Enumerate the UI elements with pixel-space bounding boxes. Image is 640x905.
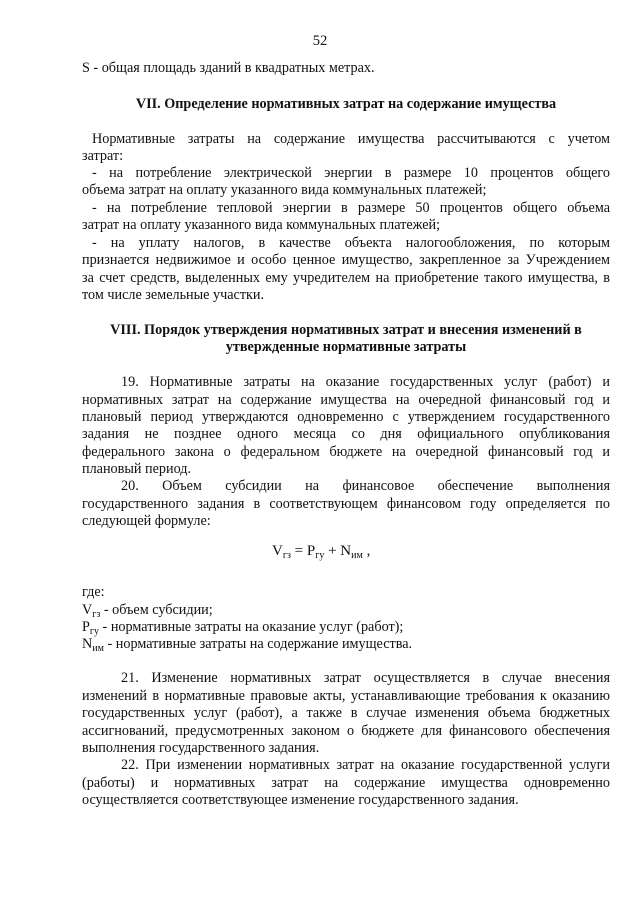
legend-where: где: (82, 584, 105, 600)
p20-line: государственного задания в соответствующем финансовом году определяется по (82, 496, 610, 512)
legend-v-sub: гз (92, 609, 101, 620)
p21-line: изменений в нормативные правовые акты, устанавливающие требования к оказанию (82, 688, 610, 704)
formula-p-sub: гу (315, 550, 325, 561)
section7-line: затрат: (82, 148, 124, 164)
section7-line: - на потребление тепловой энергии в размере 50 процентов общего объема (92, 200, 610, 216)
legend-v-text: - объем субсидии; (100, 602, 213, 618)
p19-line: задания не позднее одного месяца со дня официального опубликования (82, 426, 610, 442)
p21-line: ассигнований, предусмотренных законом о бюджете для финансового обеспечения (82, 723, 610, 739)
s-definition: S - общая площадь зданий в квадратных метрах. (82, 60, 375, 76)
formula-p: P (306, 543, 316, 559)
section8-title-line2: утвержденные нормативные затраты (225, 339, 467, 355)
p22-line: (работы) и нормативных затрат на содержание имущества одновременно (82, 775, 610, 791)
legend-p-sub: гу (89, 626, 99, 637)
section7-line: затрат на оплату указанного вида коммунальных платежей; (82, 217, 441, 233)
section7-line: за счет средств, выделенных ему учредителем на приобретение такого имущества, в (82, 270, 610, 286)
p20-line: следующей формуле: (82, 513, 211, 529)
section7-title: VII. Определение нормативных затрат на содержание имущества (135, 96, 557, 112)
p22-line: 22. При изменении нормативных затрат на оказание государственной услуги (121, 757, 610, 773)
legend-n-sub: им (92, 643, 104, 654)
section7-line: том числе земельные участки. (82, 287, 265, 303)
page-number: 52 (312, 33, 328, 49)
p19-line: федерального закона о федеральном бюджете на очередной финансовый год и (82, 444, 610, 460)
p21-line: 21. Изменение нормативных затрат осуществляется в случае внесения (121, 670, 610, 686)
formula-eq: = (290, 543, 307, 559)
legend-n (82, 636, 610, 657)
p19-line: плановый период. (82, 461, 192, 477)
p20-line: 20. Объем субсидии на финансовое обеспечение выполнения (121, 478, 610, 494)
section7-line: - на уплату налогов, в качестве объекта налогообложения, по которым (92, 235, 610, 251)
section7-line: Нормативные затраты на содержание имущества рассчитываются с учетом (92, 131, 610, 147)
legend-v-sym: V (82, 602, 93, 618)
p21-line: выполнения государственного задания. (82, 740, 320, 756)
subsidy-formula (272, 543, 370, 561)
section7-line: - на потребление электрической энергии в размере 10 процентов общего (92, 165, 610, 181)
legend-p-text: - нормативные затраты на оказание услуг (работ); (99, 619, 404, 635)
p19-line: плановый период утверждаются одновременно с утверждением государственного (82, 409, 610, 425)
section7-line: объема затрат на оплату указанного вида коммунальных платежей; (82, 182, 487, 198)
formula-tail: , (362, 543, 371, 559)
formula-v: V (272, 543, 283, 559)
p22-line: осуществляется соответствующее изменение государственного задания. (82, 792, 519, 808)
p19-line: нормативных затрат на содержание имущества на очередной финансовый год и (82, 392, 610, 408)
legend-n-text: - нормативные затраты на содержание имущества. (103, 636, 413, 652)
p19-line: 19. Нормативные затраты на оказание государственных услуг (работ) и (121, 374, 610, 390)
formula-v-sub: гз (282, 550, 291, 561)
formula-plus: + (324, 543, 341, 559)
p21-line: государственных услуг (работ), а также в случае изменения объема бюджетных (82, 705, 610, 721)
legend-n-sym: N (82, 636, 93, 652)
formula-n-sub: им (351, 550, 363, 561)
section7-line: признается недвижимое и особо ценное имущество, закрепленное за Учреждением (82, 252, 610, 268)
section8-title-line1: VIII. Порядок утверждения нормативных затрат и внесения изменений в (110, 322, 582, 338)
legend-p-sym: P (82, 619, 90, 635)
formula-n: N (340, 543, 352, 559)
